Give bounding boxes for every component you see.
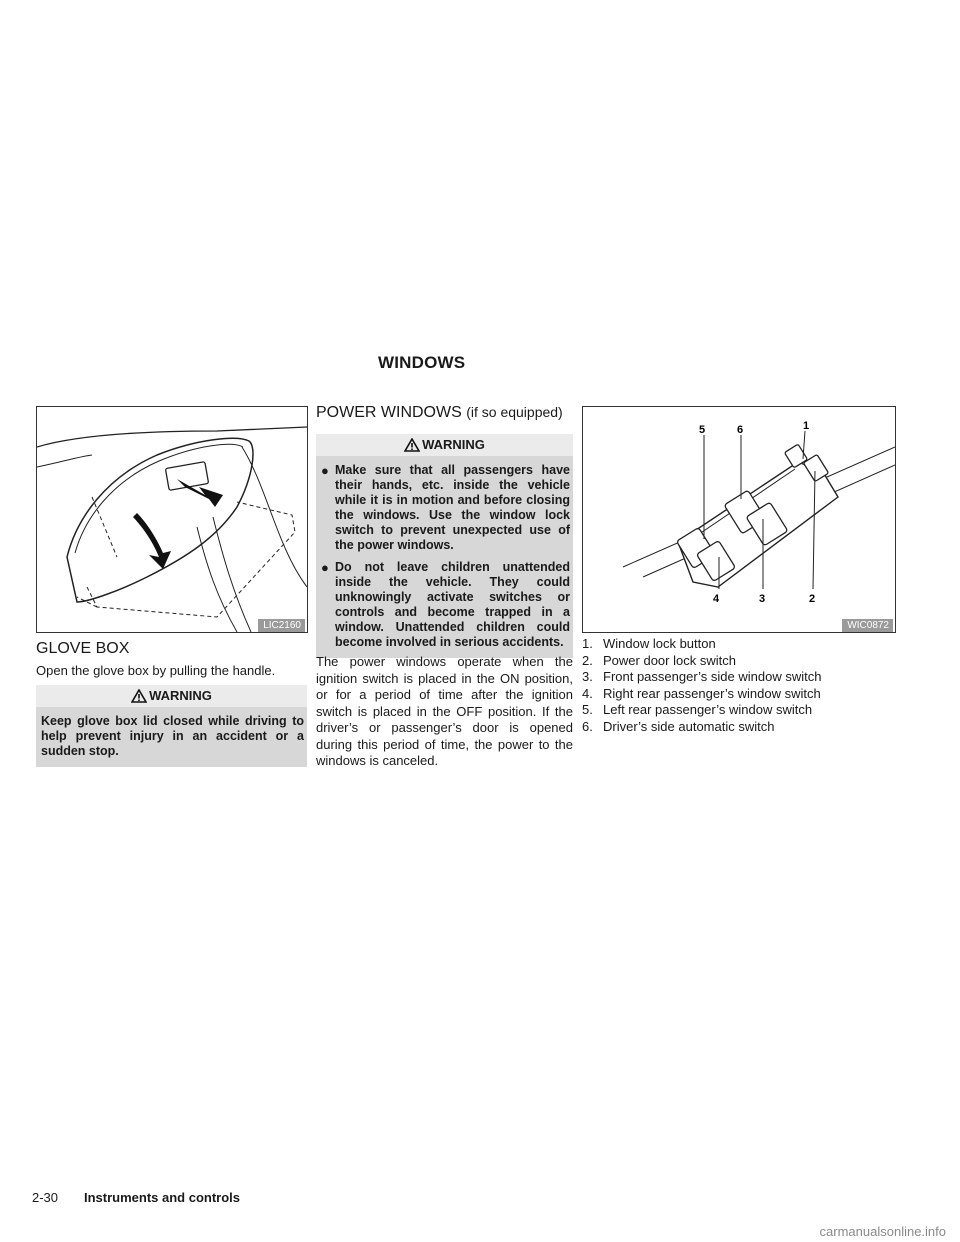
glove-box-figure [36,406,308,633]
list-item [582,686,902,703]
callout-label: 2 [809,593,816,605]
callout-label: 1 [803,420,810,432]
callout-label: 6 [737,424,744,436]
list-item [582,636,902,653]
warning-bullets [316,456,573,658]
warning-text: Keep glove box lid closed while driving to help prevent injury in an accident or a sudden stop. [41,714,304,758]
list-item-label: Front passenger’s side window switch [603,669,822,685]
figure-label: LIC2160 [258,619,305,632]
warning-title: WARNING [149,688,212,703]
list-item-number: 5. [582,702,593,718]
list-item-label: Driver’s side automatic switch [603,718,775,734]
list-item [582,653,902,670]
list-item [582,719,902,736]
warning-bullet-text: Do not leave children unattended inside the vehicle. They could unknowingly activate switches or controls and become trapped in a window. Unattended children could become involved in serious accidents. [335,560,570,649]
watermark-text: carmanualsonline.info [819,1224,946,1239]
power-windows-warning [316,434,573,658]
warning-header [316,434,573,456]
glove-box-illustration [37,407,307,632]
bullet-icon: ● [321,463,329,478]
warning-header [36,685,307,707]
list-item [582,702,902,719]
list-item-number: 3. [582,669,593,685]
power-windows-heading [316,404,563,422]
list-item-number: 1. [582,636,593,651]
glove-box-heading: GLOVE BOX [36,640,130,657]
glove-box-warning [36,685,307,767]
page-number: 2-30 [32,1190,59,1205]
callout-label: 4 [713,593,720,605]
warning-bullet [321,463,570,553]
list-item-number: 6. [582,718,593,734]
window-switch-illustration [583,407,895,632]
bullet-icon: ● [321,560,329,575]
warning-title: WARNING [422,437,485,452]
glove-box-intro: Open the glove box by pulling the handle. [36,663,276,678]
power-windows-body: The power windows operate when the ignition switch is placed in the ON position, or for a period of time after the ignition switch is placed in the OFF position. If the driver’s or passenger’s door is opened during this period of time, the power to the windows is canceled. [316,654,573,768]
power-windows-title: POWER WINDOWS [316,404,462,421]
figure-label: WIC0872 [842,619,893,632]
warning-triangle-icon [404,438,420,452]
warning-bullet [321,560,570,650]
section-title: WINDOWS [378,353,466,372]
list-item-label: Window lock button [603,636,716,651]
warning-bullet-text: Make sure that all passengers have their hands, etc. inside the vehicle while it is in motion and before closing the windows. Use the window lock switch to prevent unexpected use of the power windows. [335,463,570,552]
list-item-label: Left rear passenger’s window switch [603,702,813,718]
callout-label: 5 [699,424,706,436]
switch-legend-list [582,636,902,736]
window-switch-figure [582,406,896,633]
footer-chapter-title: Instruments and controls [84,1190,241,1205]
warning-triangle-icon [131,689,147,703]
list-item-number: 2. [582,652,593,668]
list-item-label: Right rear passenger’s window switch [603,685,821,701]
list-item-number: 4. [582,685,593,701]
list-item-label: Power door lock switch [603,652,736,668]
power-windows-note: (if so equipped) [466,404,563,420]
callout-label: 3 [759,593,766,605]
list-item [582,669,902,686]
